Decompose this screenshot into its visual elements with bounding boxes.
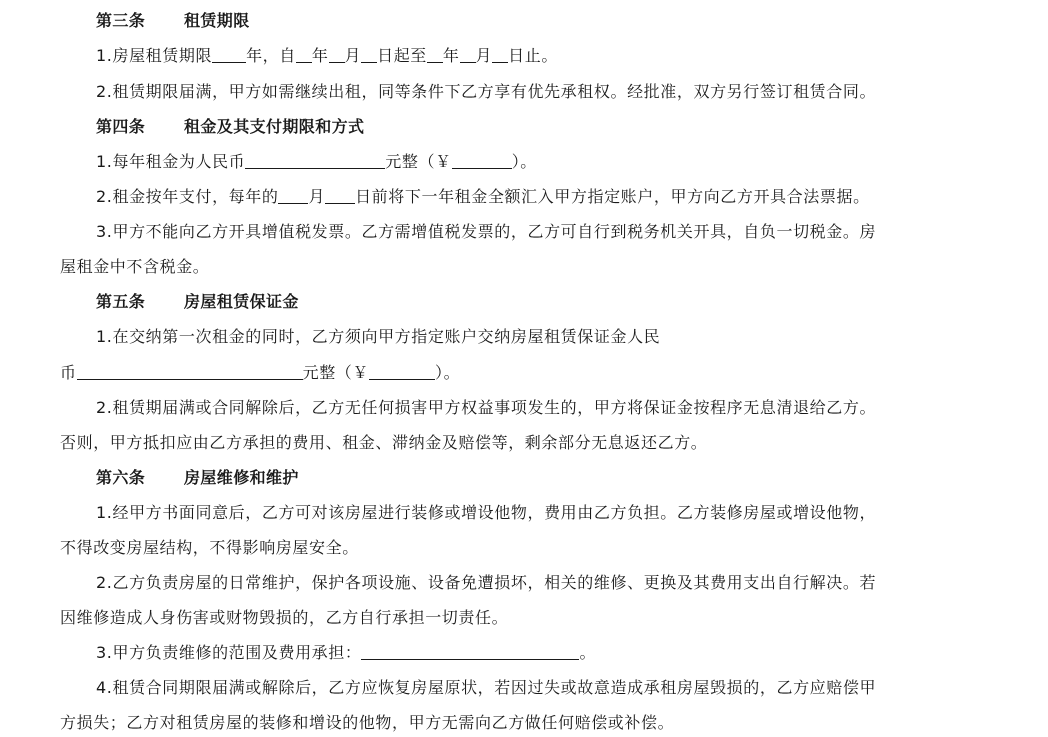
fill-blank-start-year[interactable]	[296, 46, 312, 63]
fill-blank-start-month[interactable]	[329, 46, 345, 63]
article-3-clause-2: 2.租赁期限届满，甲方如需继续出租，同等条件下乙方享有优先承租权。经批准，双方另行签订租赁合同。	[96, 82, 877, 101]
article-5-clause-1-line-2	[60, 362, 460, 384]
fill-blank-payment-day[interactable]	[325, 187, 355, 204]
fill-blank-term-years[interactable]	[212, 46, 246, 63]
clause-text: 1.每年租金为人民币	[96, 152, 246, 171]
clause-text: 元整（￥	[302, 363, 370, 382]
article-6-clause-2-line-2: 因维修造成人身伤害或财物毁损的，乙方自行承担一切责任。	[60, 608, 509, 627]
fill-blank-annual-rent-words[interactable]	[245, 152, 385, 169]
fill-blank-deposit-amount[interactable]	[369, 363, 435, 380]
article-title: 租金及其支付期限和方式	[184, 117, 365, 136]
article-number: 第六条	[96, 468, 146, 487]
article-number: 第五条	[96, 292, 146, 311]
article-4-clause-1	[96, 151, 537, 173]
article-number: 第三条	[96, 11, 146, 30]
article-5-heading	[96, 291, 299, 313]
clause-text: 币	[60, 363, 77, 382]
article-6-heading	[96, 467, 299, 489]
article-5-clause-2-line-1: 2.租赁期届满或合同解除后，乙方无任何损害甲方权益事项发生的，甲方将保证金按程序无息清退给乙方。	[96, 398, 877, 417]
clause-text: 。	[579, 643, 597, 662]
clause-text: 1.房屋租赁期限	[96, 46, 213, 65]
clause-text: 月	[475, 46, 493, 65]
article-6-clause-1-line-1: 1.经甲方书面同意后，乙方可对该房屋进行装修或增设他物，费用由乙方负担。乙方装修房屋或增设他物，	[96, 503, 877, 522]
article-title: 房屋维修和维护	[184, 468, 299, 487]
article-6-clause-1-line-2: 不得改变房屋结构，不得影响房屋安全。	[60, 538, 359, 557]
article-4-heading	[96, 116, 364, 138]
article-4-clause-2	[96, 186, 870, 208]
article-5-clause-2-line-2: 否则，甲方抵扣应由乙方承担的费用、租金、滞纳金及赔偿等，剩余部分无息返还乙方。	[60, 433, 708, 452]
article-6-clause-2-line-1: 2.乙方负责房屋的日常维护，保护各项设施、设备免遭损坏，相关的维修、更换及其费用支出自行解决。若	[96, 573, 877, 592]
clause-text: 日起至	[377, 46, 427, 65]
article-6-clause-3	[96, 642, 596, 664]
fill-blank-payment-month[interactable]	[278, 187, 308, 204]
article-number: 第四条	[96, 117, 146, 136]
fill-blank-end-month[interactable]	[460, 46, 476, 63]
clause-text: 年	[311, 46, 329, 65]
fill-blank-repair-scope[interactable]	[361, 643, 579, 660]
fill-blank-end-day[interactable]	[492, 46, 508, 63]
clause-text: ）。	[511, 152, 537, 171]
article-title: 租赁期限	[184, 11, 250, 30]
article-6-clause-4-line-2: 方损失；乙方对租赁房屋的装修和增设的他物，甲方无需向乙方做任何赔偿或补偿。	[60, 713, 675, 732]
article-title: 房屋租赁保证金	[184, 292, 299, 311]
clause-text: 2.租金按年支付，每年的	[96, 187, 279, 206]
clause-text: 年	[442, 46, 460, 65]
clause-text: 3.甲方负责维修的范围及费用承担：	[96, 643, 362, 662]
article-3-heading	[96, 10, 250, 32]
clause-text: 年，自	[246, 46, 296, 65]
clause-text: ）。	[435, 363, 461, 382]
clause-text: 日前将下一年租金全额汇入甲方指定账户，甲方向乙方开具合法票据。	[355, 187, 870, 206]
fill-blank-start-day[interactable]	[361, 46, 377, 63]
clause-text: 月	[308, 187, 326, 206]
fill-blank-deposit-words[interactable]	[77, 363, 303, 380]
article-5-clause-1-line-1: 1.在交纳第一次租金的同时，乙方须向甲方指定账户交纳房屋租赁保证金人民	[96, 327, 661, 346]
clause-text: 日止。	[508, 46, 558, 65]
article-4-clause-3-line-2: 屋租金中不含税金。	[60, 257, 210, 276]
clause-text: 月	[344, 46, 362, 65]
article-3-clause-1	[96, 45, 558, 67]
clause-text: 元整（￥	[385, 152, 452, 171]
article-6-clause-4-line-1: 4.租赁合同期限届满或解除后，乙方应恢复房屋原状，若因过失或故意造成承租房屋毁损的，乙方应赔偿甲	[96, 678, 877, 697]
article-4-clause-3-line-1: 3.甲方不能向乙方开具增值税发票。乙方需增值税发票的，乙方可自行到税务机关开具，自负一切税金。房	[96, 222, 877, 241]
fill-blank-end-year[interactable]	[427, 46, 443, 63]
fill-blank-annual-rent-amount[interactable]	[452, 152, 512, 169]
